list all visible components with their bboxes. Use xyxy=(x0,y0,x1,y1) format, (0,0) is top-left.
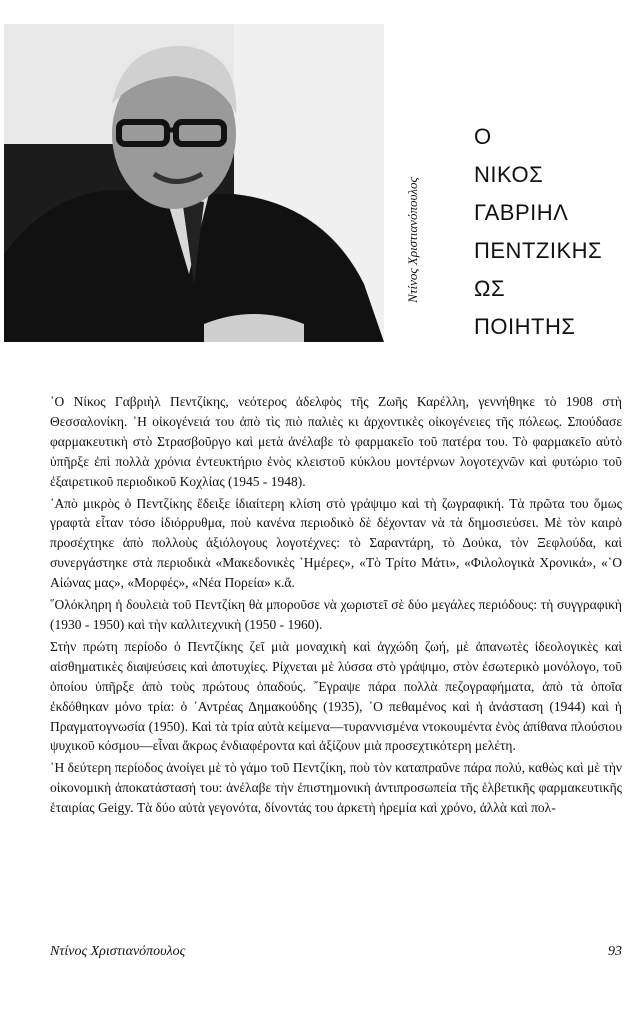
article-paragraph: ᾿Απὸ μικρὸς ὁ Πεντζίκης ἔδειξε ἰδιαίτερη κλίση στὸ γράψιμο καὶ τὴ ζωγραφική. Τὰ πρῶτα του ὅμως γραφτὰ εἶταν τόσο ἰδιόρρυθμα, ποὺ κανένα περιοδικὸ δὲ δέχονταν νὰ τὰ δημοσιεύσει. Μὲ τὸν καιρὸ προσέχτηκε ἀπὸ πολλοὺς ἀξιόλογους λογοτέχνες: τὸ Σαραντάρη, τὸ Δούκα, τὸν Ξεφλούδα, καὶ συνεργάστηκε στὰ περιοδικὰ «Μακεδονικὲς ῾Ημέρες», «Τὸ Τρίτο Μάτι», «Φιλολογικὰ Χρονικά», «῾Ο Αἰώνας μας», «Μορφές», «Νέα Πορεία» κ.ἄ. xyxy=(50,495,622,591)
title-line: ΩΣ xyxy=(474,276,506,301)
footer-author: Ντίνος Χριστιανόπουλος xyxy=(50,944,186,959)
title-line: ΠΟΙΗΤΗΣ xyxy=(474,314,576,339)
page-number: 93 xyxy=(608,944,622,959)
portrait-illustration xyxy=(4,24,384,342)
article-paragraph: Στὴν πρώτη περίοδο ὁ Πεντζίκης ζεῖ μιὰ μοναχικὴ καὶ ἀγχώδη ζωή, μὲ ἀπανωτὲς ἰδεολογικὲς καὶ αἰσθηματικὲς διαψεύσεις καὶ ἀποτυχίες. Ρίχνεται μὲ λύσσα στὸ γράψιμο, στὸν ἐσωτερικὸ μονόλογο, τοῦ ὁποίου ὑπῆρξε ἀπὸ τοὺς πρώτους ὁπαδούς. ῎Εγραψε πάρα πολλὰ πεζογραφήματα, ἀπὸ τὰ ὁποῖα ἐκδόθηκαν μόνο τρία: ὁ ᾿Αντρέας Δημακούδης (1935), ῾Ο πεθαμένος καὶ ἡ ἀνάσταση (1944) καὶ ἡ Πραγματογνωσία (1950). Καὶ τὰ τρία αὐτὰ κείμενα—τυραννισμένα ντοκουμέντα ἑνὸς ἀπίθανα πλούσιου ψυχικοῦ κόσμου—εἶναι ἄκρως ἐνδιαφέροντα καὶ ἀξίζουν μιὰ προσεχτικότερη μελέτη. xyxy=(50,638,622,754)
article-body xyxy=(50,392,622,820)
page-footer xyxy=(50,944,622,960)
title-line: ΓΑΒΡΙΗΛ xyxy=(474,200,569,225)
author-photo xyxy=(4,24,384,342)
article-paragraph: ῾Η δεύτερη περίοδος ἀνοίγει μὲ τὸ γάμο τοῦ Πεντζίκη, ποὺ τὸν καταπραΰνε πάρα πολύ, καθὼς καὶ μὲ τὴν οἰκονομικὴ ἀποκατάστασή του: ἀνέλαβε τὴν ἐπιστημονικὴ ἀντιπροσωπεία τῆς ἑλβετικῆς φαρμακευτικῆς ἑταιρίας Geigy. Τὰ δύο αὐτὰ γεγονότα, δίνοντάς του ἀρκετὴ ἠρεμία καὶ χρόνο, ἀλλὰ καὶ πολ- xyxy=(50,760,622,816)
photo-caption-text: Ντίνος Χριστιανόπουλος xyxy=(405,177,420,303)
title-line: ΠΕΝΤΖΙΚΗΣ xyxy=(474,238,603,263)
title-line: Ο xyxy=(474,124,492,149)
article-paragraph: ῾Ο Νίκος Γαβριὴλ Πεντζίκης, νεότερος ἀδελφὸς τῆς Ζωῆς Καρέλλη, γεννήθηκε τὸ 1908 στὴ Θεσσαλονίκη. ῾Η οἰκογένειά του ἀπὸ τὶς πιὸ παλιὲς κι ἀρχοντικὲς οἰκογένειες τῆς πόλεως. Σπούδασε φαρμακευτικὴ στὸ Στρασβοῦργο καὶ μετὰ ἀνέλαβε τὸ φαρμακεῖο τοῦ πατέρα του. Τὸ φαρμακεῖο αὐτὸ ὑπῆρξε ἐπὶ πολλὰ χρόνια ἐντευκτήριο ἑνὸς κλειστοῦ κύκλου μοντέρνων λογοτεχνῶν καὶ φυτώριο τοῦ ἐξαιρετικοῦ περιοδικοῦ Κοχλίας (1945 - 1948). xyxy=(50,394,622,489)
article-paragraph: ῞Ολόκληρη ἡ δουλειὰ τοῦ Πεντζίκη θὰ μποροῦσε νὰ χωριστεῖ σὲ δύο μεγάλες περιόδους: τὴ συγγραφικὴ (1930 - 1950) καὶ τὴν καλλιτεχνικὴ (1950 - 1960). xyxy=(50,597,622,632)
article-title xyxy=(474,118,639,346)
photo-caption xyxy=(398,140,428,340)
title-line: ΝΙΚΟΣ xyxy=(474,162,544,187)
